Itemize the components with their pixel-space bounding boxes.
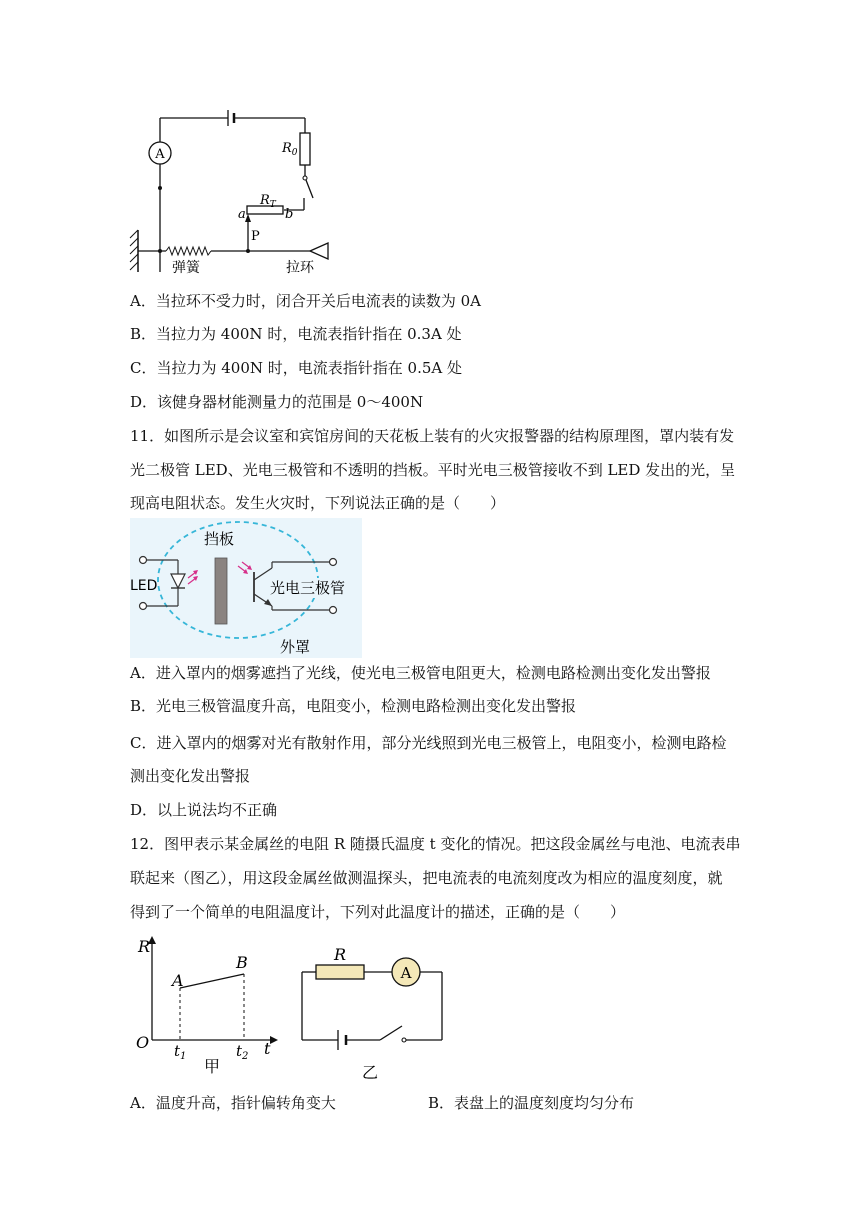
q12-stem-line-3: 得到了一个简单的电阻温度计，下列对此温度计的描述，正确的是（ ） bbox=[130, 903, 626, 921]
spring-label: 弹簧 bbox=[172, 260, 200, 276]
ammeter-label: A bbox=[155, 147, 165, 162]
baffle-label: 挡板 bbox=[204, 530, 235, 548]
graph-t1-label: $t_1$ bbox=[174, 1042, 187, 1062]
q10-option-b: B．当拉力为 400N 时，电流表指针指在 0.3A 处 bbox=[130, 325, 462, 343]
q11-stem-line-1: 11．如图所示是会议室和宾馆房间的天花板上装有的火灾报警器的结构原理图，罩内装有发 bbox=[130, 427, 735, 445]
q12-stem-line-1: 12．图甲表示某金属丝的电阻 R 随摄氏温度 t 变化的情况。把这段金属丝与电池、电流表串 bbox=[130, 835, 741, 853]
graph-point-b-label: B bbox=[236, 953, 248, 972]
circuit-caption: 乙 bbox=[362, 1063, 379, 1082]
spring-force-circuit-figure bbox=[122, 100, 362, 280]
terminal-a-label: a bbox=[238, 207, 246, 222]
q11-option-a: A．进入罩内的烟雾遮挡了光线，使光电三极管电阻更大，检测电路检测出变化发出警报 bbox=[130, 664, 711, 682]
circuit-ammeter-label: A bbox=[400, 964, 412, 982]
fire-alarm-figure bbox=[130, 518, 362, 658]
graph-t2-label: $t_2$ bbox=[236, 1042, 249, 1062]
q11-option-d: D．以上说法均不正确 bbox=[130, 801, 278, 819]
graph-origin-label: O bbox=[136, 1033, 150, 1052]
q10-option-c: C．当拉力为 400N 时，电流表指针指在 0.5A 处 bbox=[130, 359, 462, 377]
q12-option-b: B．表盘上的温度刻度均匀分布 bbox=[428, 1094, 635, 1112]
phototransistor-label: 光电三极管 bbox=[270, 579, 346, 597]
graph-caption: 甲 bbox=[204, 1057, 221, 1076]
q10-option-a: A．当拉环不受力时，闭合开关后电流表的读数为 0A bbox=[130, 292, 481, 310]
terminal-b-label: b bbox=[285, 207, 294, 222]
q11-option-b: B．光电三极管温度升高，电阻变小，检测电路检测出变化发出警报 bbox=[130, 697, 577, 715]
r0-label: $R_0$ bbox=[282, 141, 298, 158]
circuit-resistor-label: R bbox=[334, 945, 347, 964]
q12-stem-line-2: 联起来（图乙），用这段金属丝做测温探头，把电流表的电流刻度改为相应的温度刻度，就 bbox=[130, 869, 723, 887]
graph-x-axis-label: t bbox=[264, 1039, 271, 1058]
q10-option-d: D．该健身器材能测量力的范围是 0～400N bbox=[130, 393, 424, 411]
q11-stem-line-3: 现高电阻状态。发生火灾时，下列说法正确的是（ ） bbox=[130, 494, 506, 512]
q11-stem-line-2: 光二极管 LED、光电三极管和不透明的挡板。平时光电三极管接收不到 LED 发出的光，呈 bbox=[130, 461, 736, 479]
pull-ring-label: 拉环 bbox=[286, 260, 314, 276]
led-label: LED bbox=[130, 578, 158, 594]
slider-p-label: P bbox=[251, 229, 260, 244]
resistance-temperature-graph bbox=[132, 930, 290, 1080]
q12-option-a: A．温度升高，指针偏转角变大 bbox=[130, 1094, 336, 1112]
q11-option-c-cont: 测出变化发出警报 bbox=[130, 767, 251, 785]
outer-cover-label: 外罩 bbox=[280, 638, 311, 656]
rt-label: $R_T$ bbox=[260, 193, 276, 210]
q11-option-c: C．进入罩内的烟雾对光有散射作用，部分光线照到光电三极管上，电阻变小，检测电路检 bbox=[130, 734, 727, 752]
graph-y-axis-label: R bbox=[138, 937, 151, 956]
thermometer-circuit-figure bbox=[296, 940, 448, 1085]
graph-point-a-label: A bbox=[172, 971, 184, 990]
